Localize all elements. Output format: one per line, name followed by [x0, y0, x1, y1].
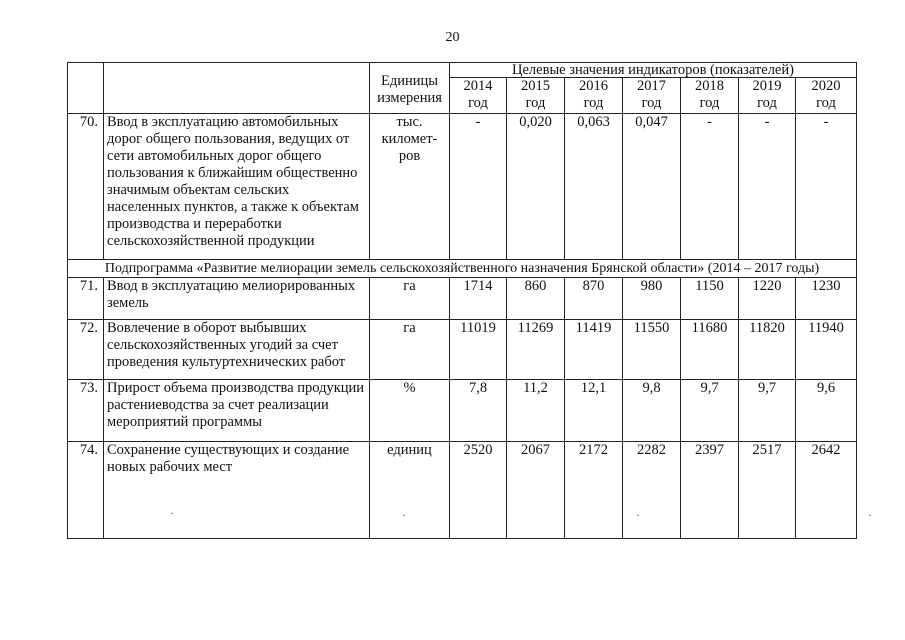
header-year: 2014 год — [450, 78, 507, 114]
table-row — [68, 442, 857, 539]
row-value: 1230 — [796, 278, 857, 320]
row-value: 980 — [623, 278, 681, 320]
row-value: 9,8 — [623, 380, 681, 442]
row-value: 11419 — [565, 320, 623, 380]
row-unit: % — [370, 380, 450, 442]
row-value: 1150 — [681, 278, 739, 320]
header-year: 2016 год — [565, 78, 623, 114]
header-target-values: Целевые значения индикаторов (показателей) — [450, 63, 857, 78]
row-value: 2282 — [623, 442, 681, 539]
row-value: 12,1 — [565, 380, 623, 442]
row-value: 2172 — [565, 442, 623, 539]
row-value: 11,2 — [507, 380, 565, 442]
page-number: 20 — [445, 30, 460, 45]
row-number: 71. — [68, 278, 104, 320]
header-row-top — [68, 63, 857, 78]
scan-speck: · — [170, 506, 174, 520]
scan-speck: · — [636, 508, 640, 522]
row-value: - — [681, 114, 739, 260]
row-value: 9,7 — [739, 380, 796, 442]
indicators-table — [67, 62, 857, 539]
row-value: 0,063 — [565, 114, 623, 260]
row-value: 11820 — [739, 320, 796, 380]
header-year: 2020 год — [796, 78, 857, 114]
row-value: 11680 — [681, 320, 739, 380]
row-name: Сохранение существующих и создание новых рабочих мест — [104, 442, 370, 539]
row-value: - — [450, 114, 507, 260]
row-value: 0,047 — [623, 114, 681, 260]
table-row — [68, 278, 857, 320]
row-value: 9,6 — [796, 380, 857, 442]
table-row — [68, 380, 857, 442]
row-value: 2517 — [739, 442, 796, 539]
row-value: 2520 — [450, 442, 507, 539]
row-value: 2642 — [796, 442, 857, 539]
header-year: 2019 год — [739, 78, 796, 114]
row-value: 2067 — [507, 442, 565, 539]
row-value: - — [739, 114, 796, 260]
row-value: - — [796, 114, 857, 260]
row-value: 7,8 — [450, 380, 507, 442]
row-unit: га — [370, 320, 450, 380]
row-number: 70. — [68, 114, 104, 260]
header-name-cell — [104, 63, 370, 114]
row-value: 2397 — [681, 442, 739, 539]
row-name: Прирост объема производства продукции растениеводства за счет реализации мероприятий программы — [104, 380, 370, 442]
table-row — [68, 114, 857, 260]
row-number: 73. — [68, 380, 104, 442]
row-unit: единиц — [370, 442, 450, 539]
row-value: 11550 — [623, 320, 681, 380]
header-year: 2015 год — [507, 78, 565, 114]
header-num-cell — [68, 63, 104, 114]
header-year: 2017 год — [623, 78, 681, 114]
row-value: 870 — [565, 278, 623, 320]
row-value: 0,020 — [507, 114, 565, 260]
row-value: 9,7 — [681, 380, 739, 442]
row-value: 11269 — [507, 320, 565, 380]
row-number: 72. — [68, 320, 104, 380]
row-value: 11019 — [450, 320, 507, 380]
header-units: Единицы измерения — [370, 63, 450, 114]
row-number: 74. — [68, 442, 104, 539]
row-name: Вовлечение в оборот выбывших сельскохозяйственных угодий за счет проведения культуртехнических работ — [104, 320, 370, 380]
row-value: 11940 — [796, 320, 857, 380]
table-row — [68, 320, 857, 380]
row-name: Ввод в эксплуатацию автомобильных дорог общего пользования, ведущих от сети автомобильных дорог общего пользования к ближайшим общественно значимым объектам сельских населенных пунктов, а также к объектам производства и переработки сельскохозяйственной продукции — [104, 114, 370, 260]
scan-speck: · — [868, 508, 872, 522]
row-value: 1714 — [450, 278, 507, 320]
row-unit: га — [370, 278, 450, 320]
row-unit: тыс. километ-ров — [370, 114, 450, 260]
header-year: 2018 год — [681, 78, 739, 114]
row-name: Ввод в эксплуатацию мелиорированных земель — [104, 278, 370, 320]
row-value: 1220 — [739, 278, 796, 320]
subprogram-title: Подпрограмма «Развитие мелиорации земель сельскохозяйственного назначения Брянской области» (2014 – 2017 годы) — [68, 260, 857, 278]
subprogram-row — [68, 260, 857, 278]
row-value: 860 — [507, 278, 565, 320]
scan-speck: · — [402, 508, 406, 522]
